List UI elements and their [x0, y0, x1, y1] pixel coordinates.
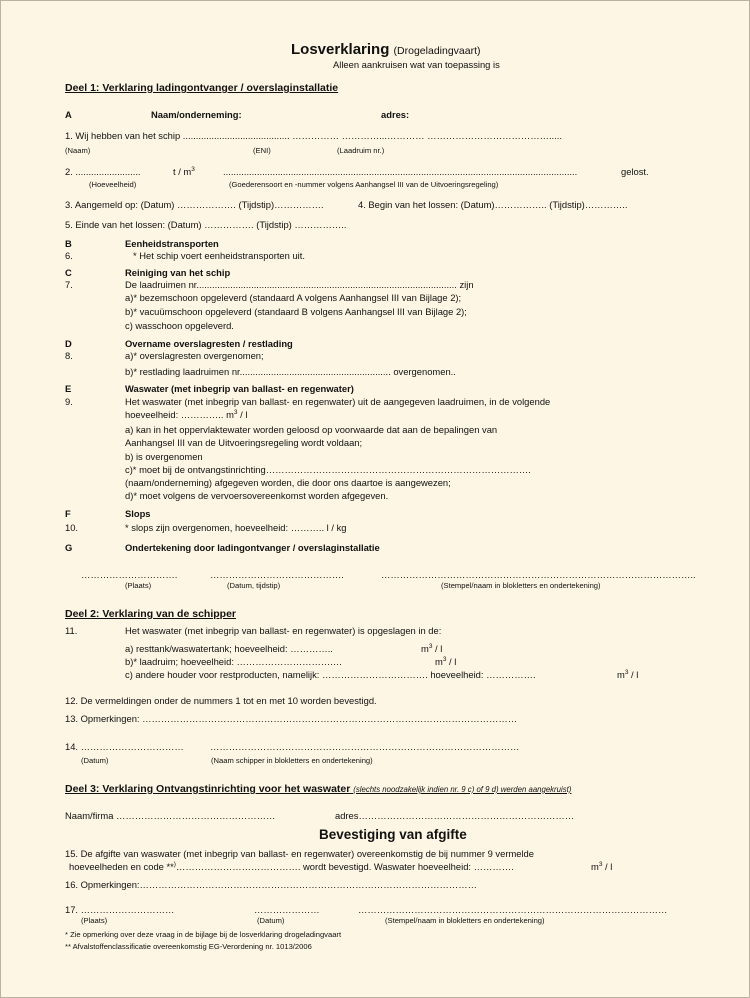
item-3-aangemeld: 3. Aangemeld op: (Datum) ………………. (Tijdstip)……………. [65, 199, 324, 210]
sig-plaats-label: (Plaats) [125, 581, 152, 590]
item-9-c: c)* moet bij de ontvangstinrichting…………………………………………………………………………. [125, 464, 531, 475]
deel3-heading-note: (slechts noodzakelijk indien nr. 9 c) of 9 d) werden aangekruist) [353, 785, 572, 794]
section-g-title: Ondertekening door ladingontvanger / overslaginstallatie [125, 542, 380, 553]
item-7-number: 7. [65, 279, 73, 290]
deel3-heading: Deel 3: Verklaring Ontvangstinrichting voor het waswater (slechts noodzakelijk indien nr. 9 c) of 9 d) werden aangekruist) [65, 783, 572, 795]
item-11-number: 11. [65, 625, 78, 636]
item-9-a-line1: a) kan in het oppervlaktewater worden geloosd op voorwaarde dat aan de bepalingen van [125, 424, 498, 435]
item-14-naam-label: (Naam schipper in blokletters en ondertekening) [211, 756, 373, 765]
item-15-line2: hoeveelheden en code **)…………………………………. wordt bevestigd. Waswater hoeveelheid: …………. [69, 860, 514, 872]
section-e-letter: E [65, 383, 72, 394]
item-1-laadruim-label: (Laadruim nr.) [337, 146, 385, 155]
item-17-stempel-dots: ……………………………………………………………………………………… [358, 904, 668, 915]
bevestiging-title: Bevestiging van afgifte [319, 827, 467, 842]
item-17-datum-dots: ………………… [254, 904, 320, 915]
item-1-line: 1. Wij hebben van het schip ......................................... …………… …………...………… …………………………………..... [65, 130, 562, 141]
item-17-datum-label: (Datum) [257, 916, 285, 925]
item-11-a: a) resttank/waswatertank; hoeveelheid: ………….. [125, 643, 333, 654]
section-g-letter: G [65, 542, 73, 553]
item-17-plaats-dots: 17. ………………………… [65, 904, 175, 915]
item-2-goederensoort-label: (Goederensoort en -nummer volgens Aanhangsel III van de Uitvoeringsregeling) [229, 180, 499, 189]
item-2-hoeveelheid-label: (Hoeveelheid) [89, 180, 137, 189]
item-4-begin-lossen: 4. Begin van het lossen: (Datum)…………….. (Tijdstip)………….. [358, 199, 628, 210]
section-d-title: Overname overslagresten / restlading [125, 338, 293, 349]
item-17-plaats-label: (Plaats) [81, 916, 108, 925]
form-title-sub: (Drogeladingvaart) [393, 45, 481, 57]
item-14-datum-label: (Datum) [81, 756, 109, 765]
section-e-title: Waswater (met inbegrip van ballast- en regenwater) [125, 383, 354, 394]
item-17-stempel-label: (Stempel/naam in blokletters en ondertekening) [385, 916, 545, 925]
item-9-a-line2: Aanhangsel III van de Uitvoeringsregeling wordt voldaan; [125, 437, 363, 448]
section-c-title: Reiniging van het schip [125, 267, 231, 278]
item-7-c: c) wasschoon opgeleverd. [125, 320, 234, 331]
item-11-c-unit: $m^3$ / l [617, 668, 639, 680]
form-subtitle: Alleen aankruisen wat van toepassing is [333, 59, 500, 70]
item-9-b: b) is overgenomen [125, 451, 203, 462]
section-b-letter: B [65, 238, 72, 249]
item-7-text: De laadruimen nr.................................................................................................... zijn [125, 279, 474, 290]
sig-stempel-label: (Stempel/naam in blokletters en ondertekening) [441, 581, 601, 590]
item-11-text: Het waswater (met inbegrip van ballast- en regenwater) is opgeslagen in de: [125, 625, 442, 636]
section-c-letter: C [65, 267, 72, 278]
deel2-heading: Deel 2: Verklaring van de schipper [65, 608, 236, 620]
section-b-title: Eenheidstransporten [125, 238, 219, 249]
item-2-gelost: gelost. [621, 166, 649, 177]
item-6-text: * Het schip voert eenheidstransporten uit. [133, 250, 305, 261]
item-10-text: * slops zijn overgenomen, hoeveelheid: ……….. l / kg [125, 522, 347, 533]
sig-datum-label: (Datum, tijdstip) [227, 581, 281, 590]
item-10-number: 10. [65, 522, 79, 533]
section-f-title: Slops [125, 508, 151, 519]
sig-datum-dots: ……………………………………. [210, 569, 344, 580]
item-2-quantity: 2. ......................... [65, 166, 141, 177]
sig-stempel-dots: ……………………………………………………………………………………….. [381, 569, 696, 580]
footnote-2: ** Afvalstoffenclassificatie overeenkomstig EG-Verordening nr. 1013/2006 [65, 942, 312, 951]
footnote-1: * Zie opmerking over deze vraag in de bijlage bij de losverklaring drogeladingvaart [65, 930, 342, 939]
item-14-datum-dots: 14. …………………………… [65, 741, 184, 752]
deel1-heading: Deel 1: Verklaring ladingontvanger / overslaginstallatie [65, 82, 339, 94]
item-13-opmerkingen: 13. Opmerkingen: ………………………………………………………………………………………………………… [65, 713, 518, 724]
item-2-goods-dots: ........................................................................................................................................ [223, 166, 578, 177]
naam-firma-field: Naam/firma …………………………………………… [65, 810, 276, 821]
item-8-b: b)* restlading laadruimen nr.......................................................... overgenomen.. [125, 366, 456, 377]
item-9-line1: Het waswater (met inbegrip van ballast- en regenwater) uit de aangegeven laadruimen, in de volgende [125, 396, 551, 407]
item-1-naam-label: (Naam) [65, 146, 91, 155]
item-1-eni-label: (ENI) [253, 146, 271, 155]
section-f-letter: F [65, 508, 71, 519]
item-15-unit: $m^3$ / l [591, 860, 613, 872]
item-12-text: 12. De vermeldingen onder de nummers 1 tot en met 10 worden bevestigd. [65, 695, 377, 706]
item-5-einde-lossen: 5. Einde van het lossen: (Datum) ……………. (Tijdstip) …………….. [65, 219, 347, 230]
item-9-c-line2: (naam/onderneming) afgegeven worden, die door ons daartoe is aangewezen; [125, 477, 451, 488]
item-7-b: b)* vacuümschoon opgeleverd (standaard B volgens Aanhangsel III van Bijlage 2); [125, 306, 467, 317]
item-7-a: a)* bezemschoon opgeleverd (standaard A volgens Aanhangsel III van Bijlage 2); [125, 292, 462, 303]
adres-label: adres: [381, 109, 410, 120]
section-a-letter: A [65, 109, 72, 120]
item-8-number: 8. [65, 350, 73, 361]
item-14-naam-dots: ……………………………………………………………………………………… [210, 741, 520, 752]
item-15-line1: 15. De afgifte van waswater (met inbegrip van ballast- en regenwater) overeenkomstig de bij nummer 9 vermelde [65, 848, 534, 859]
item-9-number: 9. [65, 396, 73, 407]
item-11-b: b)* laadruim; hoeveelheid: ………………………….… [125, 656, 343, 667]
item-6-number: 6. [65, 250, 73, 261]
item-8-a: a)* overslagresten overgenomen; [125, 350, 264, 361]
item-9-line2: hoeveelheid: ………….. $m^3$ / l [125, 408, 248, 420]
item-11-b-unit: $m^3$ / l [435, 655, 457, 667]
item-11-c: c) andere houder voor restproducten, namelijk: ……………………………. hoeveelheid: ……………. [125, 669, 536, 680]
item-16-opmerkingen: 16. Opmerkingen:……………………………………………………………………………………………… [65, 879, 478, 890]
item-2-unit: t / $m^3$ [173, 165, 195, 177]
sig-plaats-dots: …………………………. [81, 569, 178, 580]
item-11-a-unit: $m^3$ / l [421, 642, 443, 654]
section-d-letter: D [65, 338, 72, 349]
item-9-d: d)* moet volgens de vervoersovereenkomst worden afgegeven. [125, 490, 389, 501]
form-title: Losverklaring (Drogeladingvaart) [291, 41, 481, 58]
naam-onderneming-label: Naam/onderneming: [151, 109, 242, 120]
adres-field: adres…………………………………………………………… [335, 810, 575, 821]
